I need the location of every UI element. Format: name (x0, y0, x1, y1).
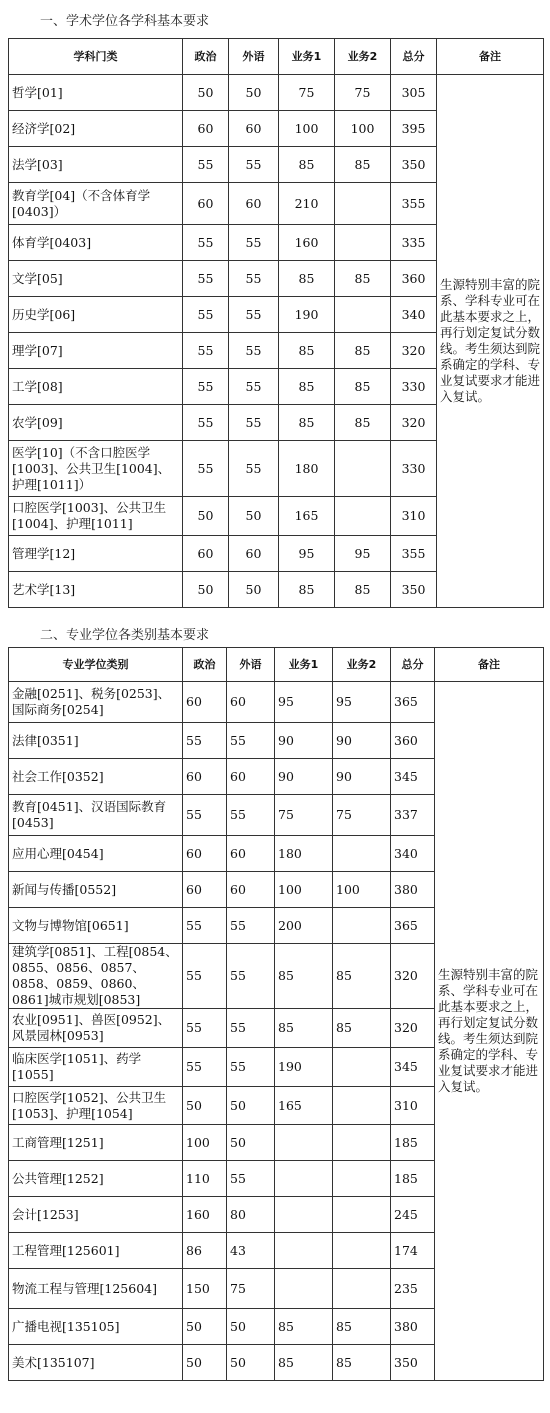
foreign-language-score: 55 (227, 1009, 275, 1048)
total-score: 245 (391, 1197, 435, 1233)
foreign-language-score: 60 (227, 759, 275, 795)
row-name: 建筑学[0851]、工程[0854、0855、0856、0857、0858、0859、0860、0861]城市规划[0853] (9, 944, 183, 1009)
row-name: 哲学[01] (9, 75, 183, 111)
professional-degree-table (8, 647, 544, 1381)
subject-2-score (335, 183, 391, 225)
subject-1-score: 210 (279, 183, 335, 225)
row-name: 历史学[06] (9, 297, 183, 333)
row-name: 应用心理[0454] (9, 836, 183, 872)
foreign-language-score: 55 (227, 1161, 275, 1197)
subject-2-score: 85 (335, 572, 391, 608)
foreign-language-score: 55 (229, 333, 279, 369)
subject-2-score: 90 (333, 723, 391, 759)
total-score: 345 (391, 1048, 435, 1087)
subject-2-score: 85 (335, 333, 391, 369)
subject-1-score: 90 (275, 759, 333, 795)
subject-1-score (275, 1197, 333, 1233)
foreign-language-score: 50 (227, 1087, 275, 1125)
total-score: 335 (391, 225, 437, 261)
foreign-language-score: 43 (227, 1233, 275, 1269)
total-score: 235 (391, 1269, 435, 1309)
header-row (9, 39, 544, 75)
subject-1-score: 180 (279, 441, 335, 497)
foreign-language-score: 60 (227, 872, 275, 908)
row-name: 体育学[0403] (9, 225, 183, 261)
header-foreign-language: 外语 (227, 648, 275, 682)
politics-score: 60 (183, 536, 229, 572)
foreign-language-score: 55 (229, 405, 279, 441)
subject-2-score (333, 1161, 391, 1197)
politics-score: 50 (183, 572, 229, 608)
header-total: 总分 (391, 648, 435, 682)
header-subject-1: 业务1 (275, 648, 333, 682)
politics-score: 55 (183, 369, 229, 405)
total-score: 310 (391, 497, 437, 536)
header-degree-category: 专业学位类别 (9, 648, 183, 682)
table-row (9, 682, 544, 723)
total-score: 320 (391, 333, 437, 369)
total-score: 350 (391, 147, 437, 183)
total-score: 185 (391, 1125, 435, 1161)
subject-1-score: 165 (275, 1087, 333, 1125)
header-remarks: 备注 (435, 648, 544, 682)
row-name: 管理学[12] (9, 536, 183, 572)
foreign-language-score: 60 (229, 183, 279, 225)
foreign-language-score: 50 (229, 497, 279, 536)
total-score: 320 (391, 1009, 435, 1048)
subject-1-score: 95 (275, 682, 333, 723)
subject-2-score: 90 (333, 759, 391, 795)
politics-score: 160 (183, 1197, 227, 1233)
subject-2-score (333, 1125, 391, 1161)
subject-1-score: 90 (275, 723, 333, 759)
total-score: 350 (391, 572, 437, 608)
subject-2-score: 95 (333, 682, 391, 723)
header-row (9, 648, 544, 682)
subject-1-score: 95 (279, 536, 335, 572)
row-name: 工学[08] (9, 369, 183, 405)
subject-1-score: 85 (275, 1345, 333, 1381)
subject-1-score: 75 (275, 795, 333, 836)
academic-degree-table (8, 38, 544, 608)
politics-score: 55 (183, 723, 227, 759)
subject-1-score: 160 (279, 225, 335, 261)
row-name: 文学[05] (9, 261, 183, 297)
subject-2-score: 85 (335, 261, 391, 297)
total-score: 365 (391, 682, 435, 723)
subject-1-score (275, 1125, 333, 1161)
header-foreign-language: 外语 (229, 39, 279, 75)
header-politics: 政治 (183, 39, 229, 75)
total-score: 320 (391, 944, 435, 1009)
subject-2-score: 95 (335, 536, 391, 572)
foreign-language-score: 50 (229, 75, 279, 111)
subject-2-score: 100 (333, 872, 391, 908)
subject-2-score (335, 225, 391, 261)
table-row (9, 75, 544, 111)
politics-score: 55 (183, 908, 227, 944)
foreign-language-score: 80 (227, 1197, 275, 1233)
subject-1-score: 180 (275, 836, 333, 872)
politics-score: 55 (183, 1009, 227, 1048)
total-score: 310 (391, 1087, 435, 1125)
foreign-language-score: 50 (229, 572, 279, 608)
politics-score: 55 (183, 147, 229, 183)
total-score: 305 (391, 75, 437, 111)
foreign-language-score: 60 (229, 536, 279, 572)
foreign-language-score: 75 (227, 1269, 275, 1309)
foreign-language-score: 50 (227, 1309, 275, 1345)
foreign-language-score: 55 (229, 297, 279, 333)
header-discipline: 学科门类 (9, 39, 183, 75)
total-score: 395 (391, 111, 437, 147)
row-name: 物流工程与管理[125604] (9, 1269, 183, 1309)
politics-score: 55 (183, 441, 229, 497)
subject-2-score: 85 (335, 405, 391, 441)
foreign-language-score: 55 (229, 261, 279, 297)
politics-score: 55 (183, 1048, 227, 1087)
row-name: 经济学[02] (9, 111, 183, 147)
subject-2-score (333, 1087, 391, 1125)
politics-score: 60 (183, 759, 227, 795)
row-name: 工商管理[1251] (9, 1125, 183, 1161)
subject-1-score: 200 (275, 908, 333, 944)
row-name: 教育[0451]、汉语国际教育[0453] (9, 795, 183, 836)
section1-title: 一、学术学位各学科基本要求 (40, 14, 210, 29)
subject-2-score (333, 1233, 391, 1269)
politics-score: 86 (183, 1233, 227, 1269)
politics-score: 60 (183, 872, 227, 908)
remarks-note: 生源特别丰富的院系、学科专业可在此基本要求之上，再行划定复试分数线。考生须达到院系确定的学科、专业复试要求才能进入复试。 (437, 75, 544, 608)
total-score: 360 (391, 261, 437, 297)
politics-score: 100 (183, 1125, 227, 1161)
row-name: 法学[03] (9, 147, 183, 183)
row-name: 公共管理[1252] (9, 1161, 183, 1197)
section2-title: 二、专业学位各类别基本要求 (40, 628, 210, 643)
politics-score: 55 (183, 333, 229, 369)
subject-2-score (333, 1197, 391, 1233)
subject-1-score: 75 (279, 75, 335, 111)
foreign-language-score: 55 (227, 795, 275, 836)
subject-2-score (335, 441, 391, 497)
row-name: 农学[09] (9, 405, 183, 441)
subject-2-score: 75 (335, 75, 391, 111)
politics-score: 55 (183, 795, 227, 836)
total-score: 360 (391, 723, 435, 759)
row-name: 理学[07] (9, 333, 183, 369)
politics-score: 50 (183, 1087, 227, 1125)
politics-score: 50 (183, 1345, 227, 1381)
foreign-language-score: 55 (227, 1048, 275, 1087)
total-score: 380 (391, 1309, 435, 1345)
row-name: 法律[0351] (9, 723, 183, 759)
subject-1-score: 85 (275, 944, 333, 1009)
subject-2-score: 85 (333, 1309, 391, 1345)
foreign-language-score: 60 (227, 836, 275, 872)
total-score: 355 (391, 536, 437, 572)
row-name: 医学[10]（不含口腔医学[1003]、公共卫生[1004]、护理[1011]） (9, 441, 183, 497)
subject-2-score (335, 297, 391, 333)
total-score: 340 (391, 836, 435, 872)
subject-1-score: 85 (279, 369, 335, 405)
foreign-language-score: 55 (229, 147, 279, 183)
subject-1-score: 190 (275, 1048, 333, 1087)
subject-1-score: 190 (279, 297, 335, 333)
header-total: 总分 (391, 39, 437, 75)
subject-2-score (333, 908, 391, 944)
subject-2-score (333, 1048, 391, 1087)
subject-1-score: 85 (279, 572, 335, 608)
foreign-language-score: 55 (229, 225, 279, 261)
subject-1-score: 165 (279, 497, 335, 536)
foreign-language-score: 60 (227, 682, 275, 723)
row-name: 艺术学[13] (9, 572, 183, 608)
subject-2-score: 85 (335, 147, 391, 183)
row-name: 金融[0251]、税务[0253]、国际商务[0254] (9, 682, 183, 723)
foreign-language-score: 55 (227, 723, 275, 759)
subject-1-score: 85 (279, 405, 335, 441)
politics-score: 55 (183, 405, 229, 441)
subject-2-score: 85 (333, 1345, 391, 1381)
subject-1-score: 85 (279, 333, 335, 369)
total-score: 320 (391, 405, 437, 441)
remarks-note: 生源特别丰富的院系、学科专业可在此基本要求之上，再行划定复试分数线。考生须达到院系确定的学科、专业复试要求才能进入复试。 (435, 682, 544, 1381)
total-score: 330 (391, 441, 437, 497)
foreign-language-score: 55 (229, 369, 279, 405)
politics-score: 110 (183, 1161, 227, 1197)
subject-1-score: 100 (275, 872, 333, 908)
total-score: 340 (391, 297, 437, 333)
subject-2-score (333, 836, 391, 872)
row-name: 农业[0951]、兽医[0952]、风景园林[0953] (9, 1009, 183, 1048)
politics-score: 60 (183, 183, 229, 225)
header-subject-2: 业务2 (335, 39, 391, 75)
total-score: 185 (391, 1161, 435, 1197)
subject-2-score: 85 (335, 369, 391, 405)
politics-score: 60 (183, 836, 227, 872)
foreign-language-score: 50 (227, 1345, 275, 1381)
header-subject-2: 业务2 (333, 648, 391, 682)
row-name: 广播电视[135105] (9, 1309, 183, 1345)
row-name: 口腔医学[1003]、公共卫生[1004]、护理[1011] (9, 497, 183, 536)
total-score: 337 (391, 795, 435, 836)
row-name: 工程管理[125601] (9, 1233, 183, 1269)
politics-score: 150 (183, 1269, 227, 1309)
politics-score: 60 (183, 682, 227, 723)
row-name: 新闻与传播[0552] (9, 872, 183, 908)
total-score: 174 (391, 1233, 435, 1269)
politics-score: 55 (183, 261, 229, 297)
subject-2-score: 75 (333, 795, 391, 836)
total-score: 350 (391, 1345, 435, 1381)
politics-score: 55 (183, 297, 229, 333)
row-name: 教育学[04]（不含体育学[0403]） (9, 183, 183, 225)
total-score: 380 (391, 872, 435, 908)
total-score: 345 (391, 759, 435, 795)
foreign-language-score: 50 (227, 1125, 275, 1161)
subject-1-score (275, 1233, 333, 1269)
politics-score: 55 (183, 225, 229, 261)
header-subject-1: 业务1 (279, 39, 335, 75)
politics-score: 50 (183, 1309, 227, 1345)
foreign-language-score: 55 (227, 944, 275, 1009)
subject-1-score: 100 (279, 111, 335, 147)
header-remarks: 备注 (437, 39, 544, 75)
row-name: 美术[135107] (9, 1345, 183, 1381)
politics-score: 55 (183, 944, 227, 1009)
header-politics: 政治 (183, 648, 227, 682)
row-name: 会计[1253] (9, 1197, 183, 1233)
total-score: 330 (391, 369, 437, 405)
subject-2-score (333, 1269, 391, 1309)
politics-score: 60 (183, 111, 229, 147)
subject-1-score (275, 1269, 333, 1309)
subject-2-score: 85 (333, 944, 391, 1009)
subject-1-score: 85 (279, 147, 335, 183)
total-score: 355 (391, 183, 437, 225)
subject-1-score: 85 (279, 261, 335, 297)
subject-1-score: 85 (275, 1309, 333, 1345)
row-name: 社会工作[0352] (9, 759, 183, 795)
foreign-language-score: 55 (227, 908, 275, 944)
row-name: 文物与博物馆[0651] (9, 908, 183, 944)
subject-2-score: 100 (335, 111, 391, 147)
politics-score: 50 (183, 497, 229, 536)
total-score: 365 (391, 908, 435, 944)
row-name: 口腔医学[1052]、公共卫生[1053]、护理[1054] (9, 1087, 183, 1125)
subject-1-score (275, 1161, 333, 1197)
subject-1-score: 85 (275, 1009, 333, 1048)
subject-2-score: 85 (333, 1009, 391, 1048)
subject-2-score (335, 497, 391, 536)
row-name: 临床医学[1051]、药学[1055] (9, 1048, 183, 1087)
foreign-language-score: 60 (229, 111, 279, 147)
politics-score: 50 (183, 75, 229, 111)
foreign-language-score: 55 (229, 441, 279, 497)
